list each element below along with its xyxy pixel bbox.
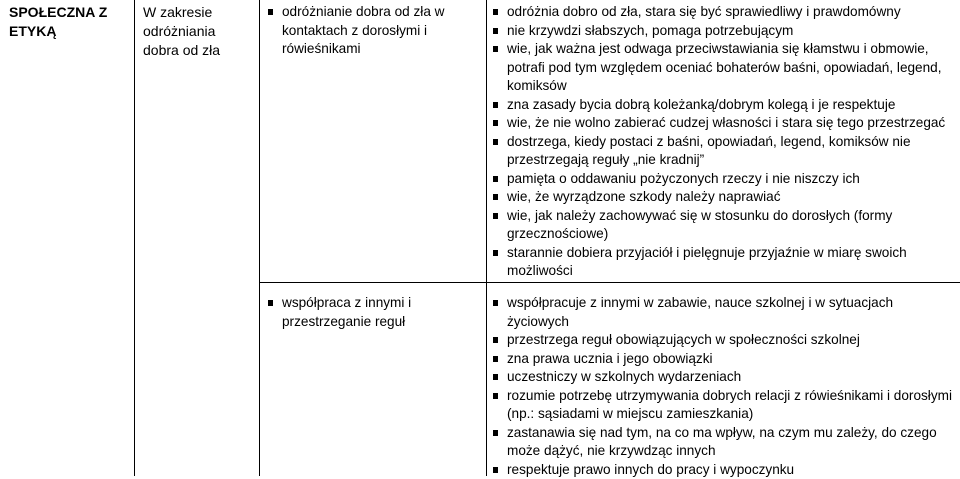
list-item: nie krzywdzi słabszych, pomaga potrzebującym bbox=[493, 22, 955, 41]
square-bullet-icon bbox=[493, 430, 498, 436]
column-divider-3 bbox=[486, 0, 487, 476]
square-bullet-icon bbox=[493, 213, 498, 219]
square-bullet-icon bbox=[493, 139, 498, 145]
square-bullet-icon bbox=[493, 356, 498, 362]
square-bullet-icon bbox=[268, 300, 273, 306]
list-item: przestrzega reguł obowiązujących w społeczności szkolnej bbox=[493, 331, 955, 350]
square-bullet-icon bbox=[493, 300, 498, 306]
section-title: SPOŁECZNA Z ETYKĄ bbox=[9, 3, 127, 41]
list-item: starannie dobiera przyjaciół i pielęgnuje przyjaźnie w miarę swoich możliwości bbox=[493, 244, 955, 281]
square-bullet-icon bbox=[493, 102, 498, 108]
list-item: dostrzega, kiedy postaci z baśni, opowiadań, legend, komiksów nie przestrzegają reguły „nie kradnij” bbox=[493, 133, 955, 170]
list-item: zna zasady bycia dobrą koleżanką/dobrym kolegą i je respektuje bbox=[493, 96, 955, 115]
square-bullet-icon bbox=[493, 374, 498, 380]
list-item: zastanawia się nad tym, na co ma wpływ, na czym mu zależy, do czego może dążyć, nie krzywdząc innych bbox=[493, 424, 955, 461]
list-item: wie, jak ważna jest odwaga przeciwstawiania się kłamstwu i obmowie, potrafi pod tym względem oceniać bohaterów baśni, opowiadań, legend, komiksów bbox=[493, 40, 955, 96]
list-item: respektuje prawo innych do pracy i wypoczynku bbox=[493, 461, 955, 479]
row-divider bbox=[259, 282, 960, 283]
column-divider-1 bbox=[134, 0, 135, 476]
list-item: uczestniczy w szkolnych wydarzeniach bbox=[493, 368, 955, 387]
list-item: wie, że nie wolno zabierać cudzej własności i stara się tego przestrzegać bbox=[493, 114, 955, 133]
square-bullet-icon bbox=[493, 46, 498, 52]
column-divider-2 bbox=[259, 0, 260, 476]
row2-skills-list bbox=[493, 294, 955, 479]
row2-topic bbox=[268, 294, 482, 331]
row1-skills-list bbox=[493, 3, 955, 281]
square-bullet-icon bbox=[493, 9, 498, 15]
list-item: współpraca z innymi i przestrzeganie reguł bbox=[268, 294, 482, 331]
square-bullet-icon bbox=[493, 176, 498, 182]
square-bullet-icon bbox=[493, 250, 498, 256]
list-item: wie, że wyrządzone szkody należy naprawiać bbox=[493, 188, 955, 207]
list-item: pamięta o oddawaniu pożyczonych rzeczy i nie niszczy ich bbox=[493, 170, 955, 189]
list-item: współpracuje z innymi w zabawie, nauce szkolnej i w sytuacjach życiowych bbox=[493, 294, 955, 331]
area-description: W zakresie odróżniania dobra od zła bbox=[143, 3, 255, 60]
square-bullet-icon bbox=[493, 337, 498, 343]
square-bullet-icon bbox=[493, 393, 498, 399]
square-bullet-icon bbox=[493, 467, 498, 473]
list-item: zna prawa ucznia i jego obowiązki bbox=[493, 350, 955, 369]
list-item: rozumie potrzebę utrzymywania dobrych relacji z rówieśnikami i dorosłymi (np.: sąsiadami w miejscu zamieszkania) bbox=[493, 387, 955, 424]
square-bullet-icon bbox=[493, 120, 498, 126]
square-bullet-icon bbox=[268, 9, 273, 15]
square-bullet-icon bbox=[493, 194, 498, 200]
square-bullet-icon bbox=[493, 28, 498, 34]
list-item: wie, jak należy zachowywać się w stosunku do dorosłych (formy grzecznościowe) bbox=[493, 207, 955, 244]
list-item: odróżnia dobro od zła, stara się być sprawiedliwy i prawdomówny bbox=[493, 3, 955, 22]
list-item: odróżnianie dobra od zła w kontaktach z dorosłymi i rówieśnikami bbox=[268, 3, 482, 59]
row1-topic bbox=[268, 3, 482, 59]
